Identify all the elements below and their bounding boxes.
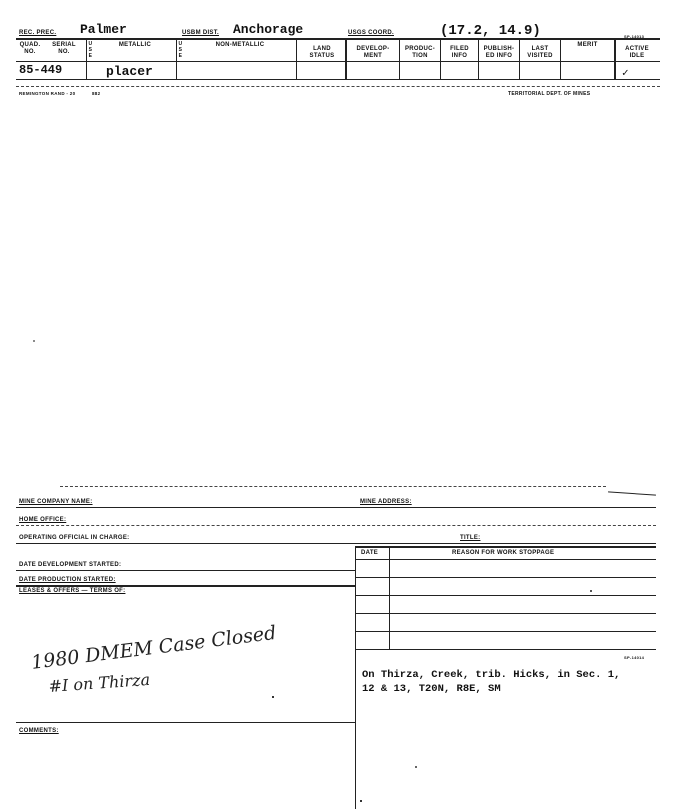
rule — [16, 507, 656, 508]
header-rule — [16, 38, 660, 40]
stoppage-reason-header: REASON FOR WORK STOPPAGE — [452, 550, 555, 556]
col-land-status: LAND STATUS — [309, 46, 335, 59]
col-metallic: METALLIC — [118, 42, 152, 48]
department-label: TERRITORIAL DEPT. OF MINES — [508, 91, 591, 97]
leases-label: LEASES & OFFERS — TERMS OF: — [19, 588, 126, 594]
rule — [16, 543, 656, 544]
col-development: DEVELOP-MENT — [356, 46, 390, 59]
col-divider — [478, 39, 479, 79]
col-divider — [399, 39, 400, 79]
col-divider — [560, 39, 561, 79]
col-divider — [86, 39, 87, 79]
stoppage-top-rule — [355, 546, 656, 548]
usgs-coord-value: (17.2, 14.9) — [440, 23, 541, 39]
stoppage-date-header: DATE — [361, 550, 379, 556]
location-left-border — [355, 664, 356, 809]
col-divider — [296, 39, 297, 79]
col-production: PRODUC-TION — [404, 46, 436, 59]
rec-prec-label: REC. PREC. — [19, 30, 57, 36]
rec-prec-value: Palmer — [80, 22, 127, 37]
col-merit: MERIT — [577, 42, 598, 48]
card-top-edge — [60, 486, 606, 487]
scan-speck — [272, 696, 274, 698]
form-code-bottom: SP-14014 — [624, 655, 645, 660]
col-active-idle: ACTIVE IDLE — [625, 46, 649, 59]
stoppage-row — [355, 631, 656, 632]
col-divider — [614, 39, 616, 79]
handwritten-line-1: 1980 DMEM Case Closed — [30, 621, 278, 674]
rule — [16, 722, 355, 723]
comments-label: COMMENTS: — [19, 728, 59, 734]
col-divider — [345, 39, 347, 79]
scan-speck — [33, 340, 35, 342]
form-code-top: SP-14013 — [624, 34, 645, 39]
col-quad-no: QUAD. NO. — [19, 42, 41, 55]
col-filed-info: FILED INFO — [450, 46, 469, 59]
quad-serial-value: 85-449 — [19, 63, 63, 77]
location-line-1: On Thirza, Creek, trib. Hicks, in Sec. 1, — [362, 669, 621, 681]
usbm-dist-label: USBM DIST. — [182, 30, 220, 36]
operating-official-label: OPERATING OFFICIAL IN CHARGE: — [19, 535, 130, 541]
record-row-rule — [16, 79, 660, 80]
stoppage-row — [355, 613, 656, 614]
col-divider — [519, 39, 520, 79]
column-header-rule — [16, 61, 660, 62]
printer-label: REMINGTON RAND - 20 — [19, 91, 76, 96]
usgs-coord-label: USGS COORD. — [348, 30, 394, 36]
col-last-visited: LAST VISITED — [527, 46, 553, 59]
col-use-metallic: U S E — [88, 41, 93, 59]
col-serial-no: SERIAL NO. — [52, 42, 76, 55]
col-use-nonmetallic: U S E — [178, 41, 183, 59]
scan-speck — [360, 800, 362, 802]
metallic-value: placer — [106, 64, 153, 79]
rule — [16, 525, 656, 526]
mine-company-name-label: MINE COMPANY NAME: — [19, 499, 93, 505]
date-development-label: DATE DEVELOPMENT STARTED: — [19, 562, 122, 568]
home-office-label: HOME OFFICE: — [19, 517, 67, 523]
stoppage-row — [355, 649, 656, 650]
rule — [16, 585, 355, 587]
stoppage-date-divider — [389, 546, 390, 650]
date-production-label: DATE PRODUCTION STARTED: — [19, 577, 116, 583]
active-idle-mark: ✓ — [622, 68, 629, 80]
stoppage-left-border — [355, 546, 356, 664]
usbm-dist-value: Anchorage — [233, 22, 304, 37]
handwritten-line-2: #I on Thirza — [48, 669, 151, 696]
card-corner-edge — [608, 491, 656, 495]
rule — [16, 570, 355, 571]
scan-speck — [415, 766, 417, 768]
scan-speck — [590, 590, 592, 592]
col-divider — [440, 39, 441, 79]
mine-address-label: MINE ADDRESS: — [360, 499, 412, 505]
stoppage-row — [355, 595, 656, 596]
printer-code: 882 — [92, 91, 101, 96]
stoppage-row — [355, 577, 656, 578]
col-non-metallic: NON-METALLIC — [215, 42, 265, 48]
title-label: TITLE: — [460, 535, 481, 541]
location-line-2: 12 & 13, T20N, R8E, SM — [362, 683, 501, 695]
col-divider — [176, 39, 177, 79]
stoppage-row — [355, 559, 656, 560]
card-edge — [16, 86, 660, 87]
col-published-info: PUBLISH-ED INFO — [483, 46, 515, 59]
